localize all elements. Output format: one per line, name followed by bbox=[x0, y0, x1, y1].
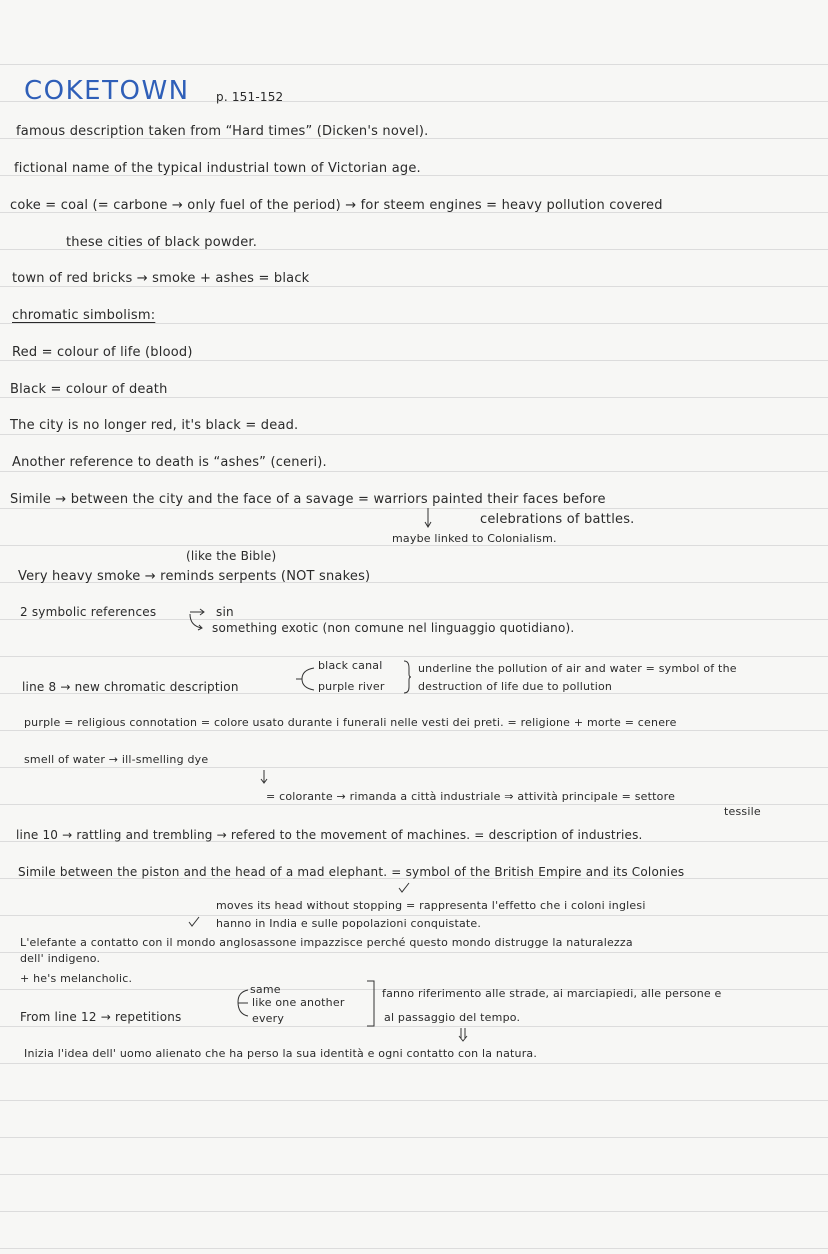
note-line: same bbox=[250, 983, 281, 996]
note-line: Simile between the piston and the head of a mad elephant. = symbol of the British Empire and its Colonies bbox=[18, 865, 685, 879]
page-reference: p. 151-152 bbox=[216, 90, 284, 104]
branch-arrow-icon bbox=[188, 604, 208, 634]
note-line: The city is no longer red, it's black = dead. bbox=[10, 418, 299, 433]
note-line: al passaggio del tempo. bbox=[384, 1011, 521, 1024]
down-arrow-icon bbox=[424, 508, 432, 530]
note-line: From line 12 → repetitions bbox=[20, 1010, 182, 1024]
check-mark-icon bbox=[398, 882, 410, 894]
note-line: destruction of life due to pollution bbox=[418, 680, 613, 693]
note-line: celebrations of battles. bbox=[480, 512, 635, 527]
note-line: = colorante → rimanda a città industriale ⇒ attività principale = settore bbox=[266, 790, 676, 803]
note-line: tessile bbox=[724, 805, 761, 818]
note-line: dell' indigeno. bbox=[20, 952, 101, 965]
note-line: L'elefante a contatto con il mondo anglosassone impazzisce perché questo mondo distrugge la naturalezza bbox=[20, 936, 633, 949]
brace-icon bbox=[402, 660, 412, 694]
note-line: town of red bricks → smoke + ashes = black bbox=[12, 271, 310, 286]
note-line: every bbox=[252, 1012, 285, 1025]
note-line: Inizia l'idea dell' uomo alienato che ha perso la sua identità e ogni contatto con la natura. bbox=[24, 1047, 538, 1060]
note-line: maybe linked to Colonialism. bbox=[392, 532, 557, 545]
note-line: smell of water → ill-smelling dye bbox=[24, 753, 209, 766]
note-line: line 8 → new chromatic description bbox=[22, 680, 239, 694]
double-down-arrow-icon bbox=[458, 1028, 468, 1042]
note-line: (like the Bible) bbox=[186, 549, 277, 563]
note-line: fanno riferimento alle strade, ai marciapiedi, alle persone e bbox=[382, 987, 722, 1000]
note-line: underline the pollution of air and water = symbol of the bbox=[418, 662, 737, 675]
note-line: these cities of black powder. bbox=[66, 235, 258, 250]
note-line: + he's melancholic. bbox=[20, 972, 133, 985]
fork-arrow-icon bbox=[230, 986, 250, 1020]
note-line: fictional name of the typical industrial town of Victorian age. bbox=[14, 161, 421, 176]
note-line: purple river bbox=[318, 680, 385, 693]
fork-arrow-icon bbox=[296, 664, 316, 694]
note-line: purple = religious connotation = colore usato durante i funerali nelle vesti dei preti. = religione + morte = cenere bbox=[24, 716, 677, 729]
section-heading: chromatic simbolism: bbox=[12, 308, 156, 323]
check-mark-icon bbox=[188, 916, 200, 928]
bracket-icon bbox=[366, 980, 376, 1028]
note-line: sin bbox=[216, 605, 234, 619]
note-line: black canal bbox=[318, 659, 383, 672]
note-line: 2 symbolic references bbox=[20, 605, 157, 619]
note-line: moves its head without stopping = rappresenta l'effetto che i coloni inglesi bbox=[216, 899, 646, 912]
page-title: COKETOWN bbox=[24, 76, 190, 106]
note-line: Very heavy smoke → reminds serpents (NOT snakes) bbox=[18, 569, 371, 584]
down-arrow-icon bbox=[260, 770, 268, 786]
note-line: Red = colour of life (blood) bbox=[12, 345, 193, 360]
note-line: Simile → between the city and the face of a savage = warriors painted their faces before bbox=[10, 492, 606, 507]
note-line: line 10 → rattling and trembling → refered to the movement of machines. = description of industries. bbox=[16, 828, 643, 842]
note-line: coke = coal (= carbone → only fuel of the period) → for steem engines = heavy pollution covered bbox=[10, 198, 663, 213]
note-line: Black = colour of death bbox=[10, 382, 168, 397]
note-line: Another reference to death is “ashes” (ceneri). bbox=[12, 455, 327, 470]
note-line: something exotic (non comune nel linguaggio quotidiano). bbox=[212, 621, 575, 635]
note-line: like one another bbox=[252, 996, 345, 1009]
note-line: famous description taken from “Hard times” (Dicken's novel). bbox=[16, 124, 429, 139]
note-line: hanno in India e sulle popolazioni conquistate. bbox=[216, 917, 482, 930]
